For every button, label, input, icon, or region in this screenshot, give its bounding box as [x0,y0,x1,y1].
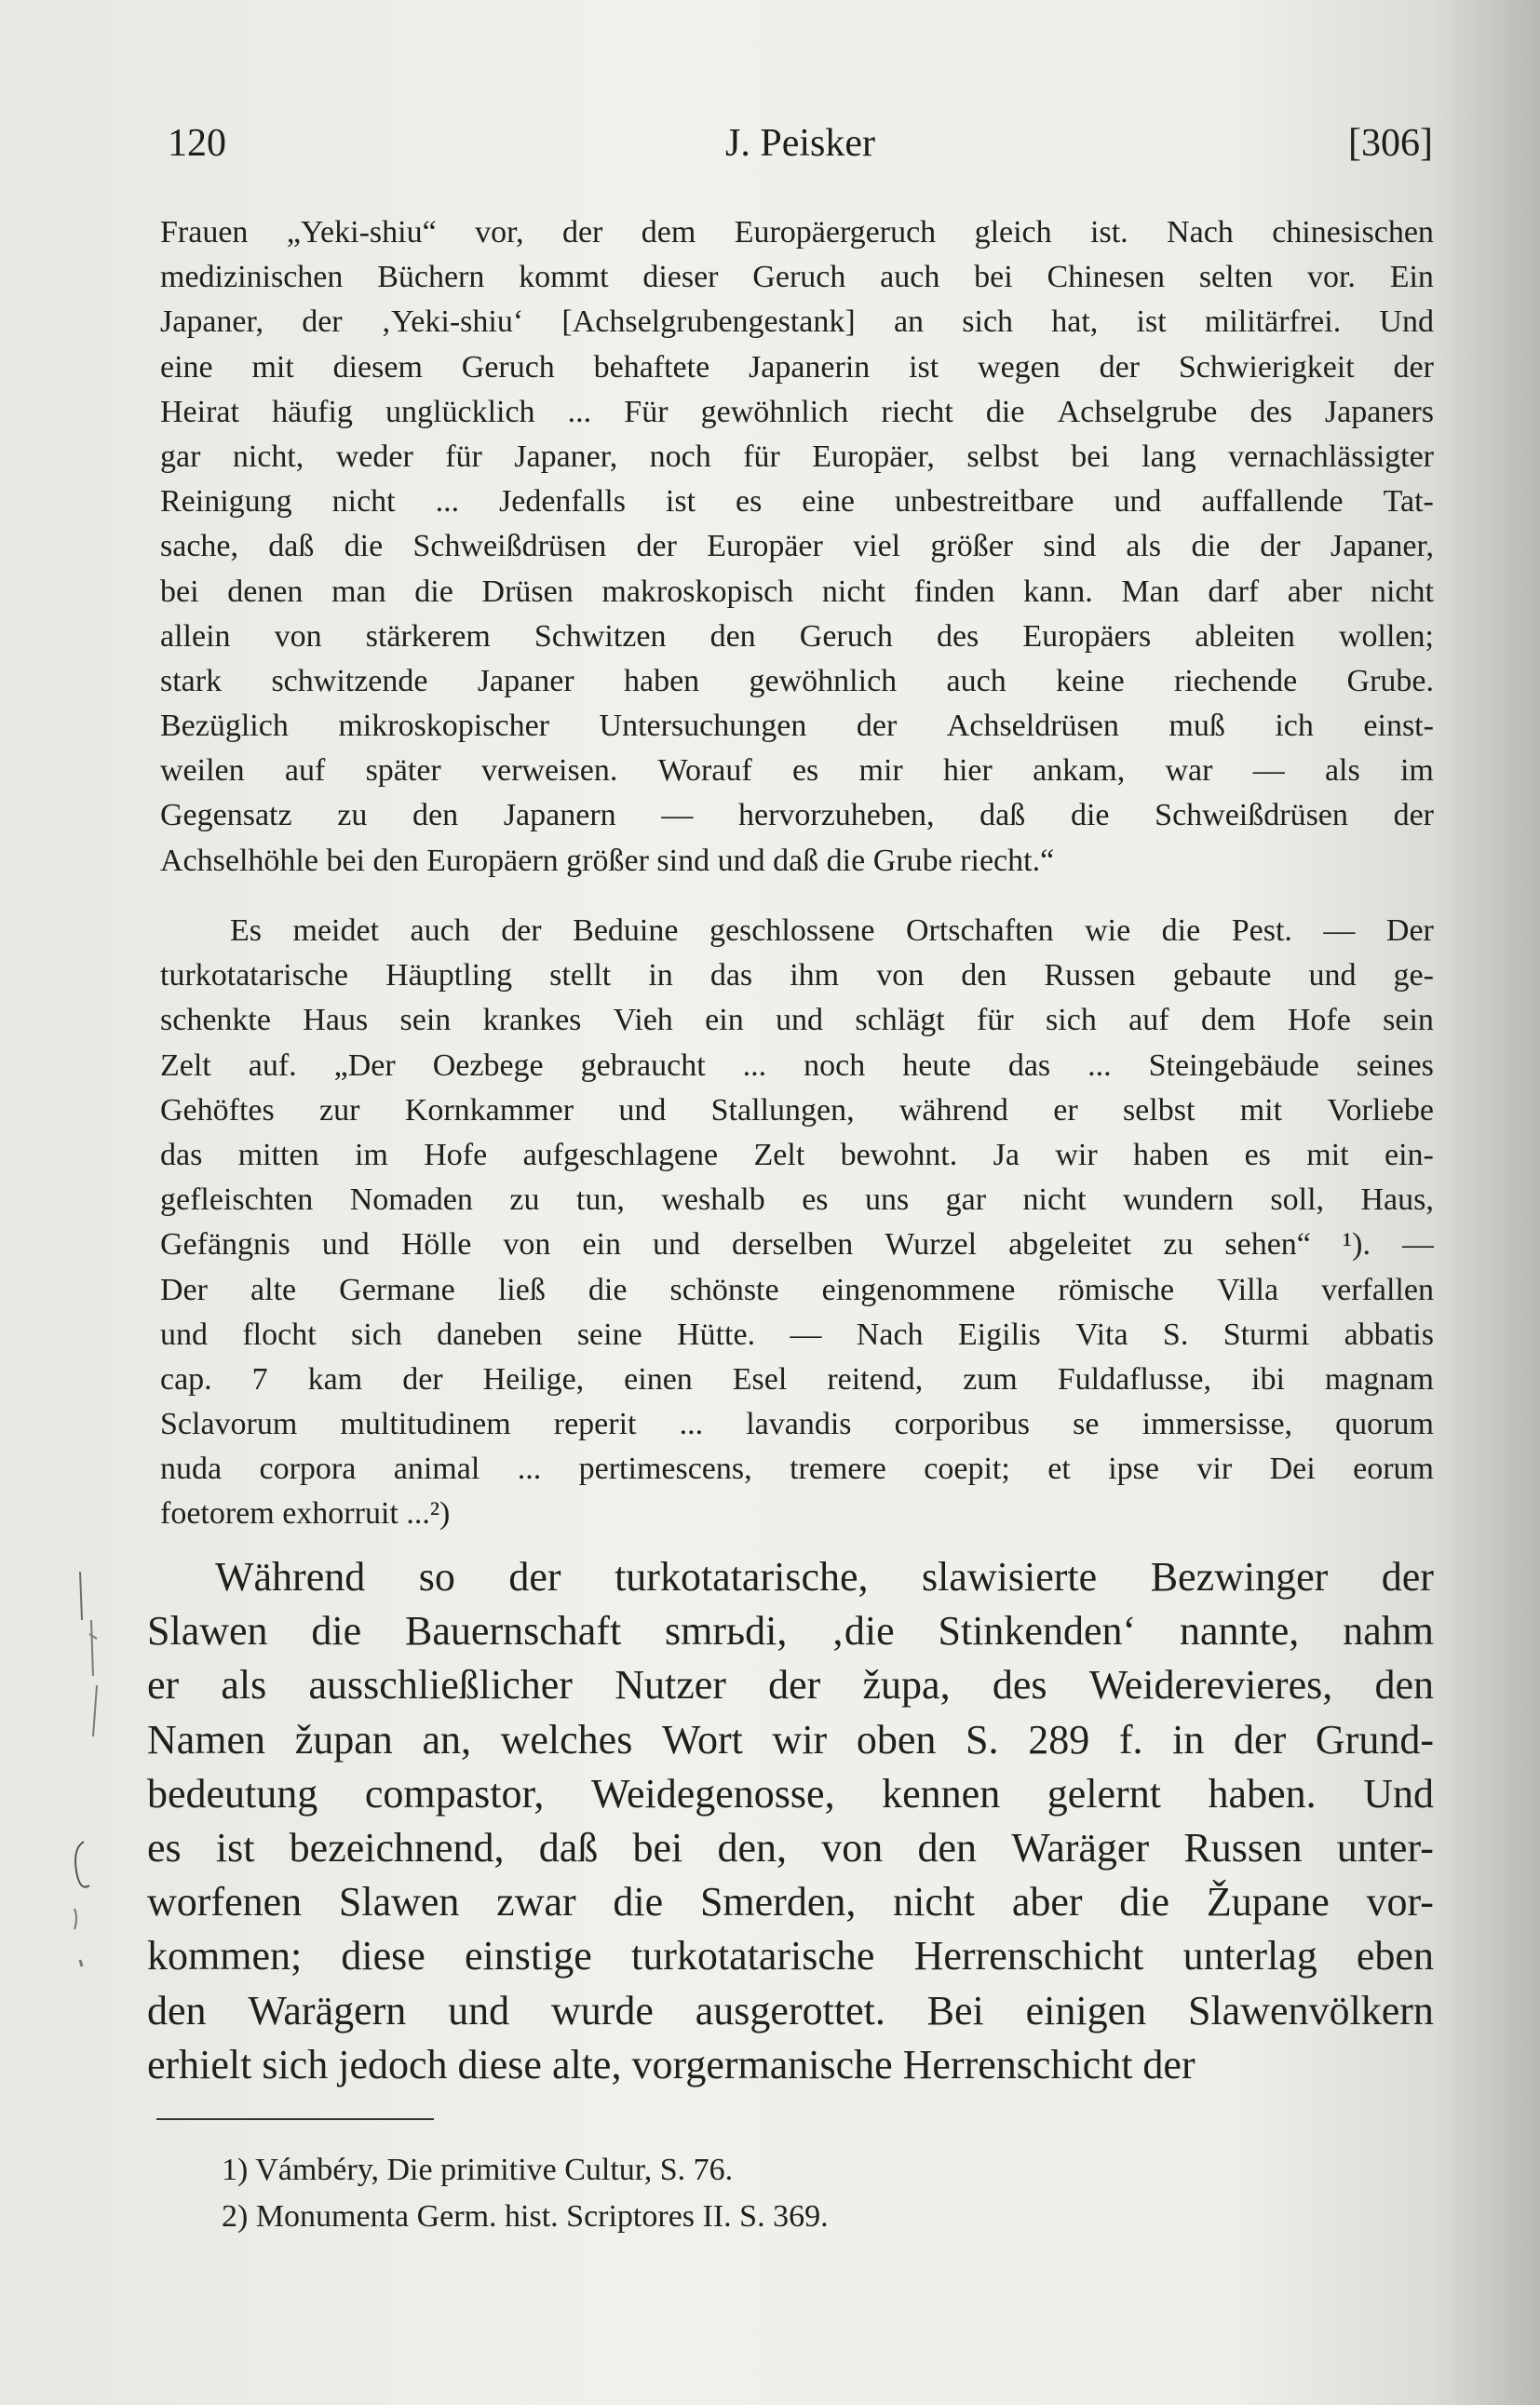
text-line: Während so der turkotatarische, slawisierte Bezwinger der [215,1554,1434,1600]
text-line: foetorem exhorruit ...²) [160,1496,451,1532]
running-header [168,121,1433,177]
text-line: Sclavorum multitudinem reperit ... lavandis corporibus se immersisse, quorum [160,1407,1434,1442]
text-line: kommen; diese einstige turkotatarische Herrenschicht unterlag eben [147,1933,1434,1979]
footnote-2: 2) Monumenta Germ. hist. Scriptores II. S. 369. [222,2199,829,2234]
text-line: Slawen die Bauernschaft smrьdi, ‚die Stinkenden‘ nannte, nahm [147,1608,1434,1655]
page-number: 120 [168,122,226,165]
text-line: gar nicht, weder für Japaner, noch für Europäer, selbst bei lang vernachlässigter [160,439,1434,474]
text-line: Gegensatz zu den Japanern — hervorzuheben, daß die Schweißdrüsen der [160,798,1434,833]
footnotes [222,2147,829,2240]
text-line: nuda corpora animal ... pertimescens, tremere coepit; et ipse vir Dei eorum [160,1452,1434,1487]
running-head-author: J. Peisker [725,122,875,165]
text-line: worfenen Slawen zwar die Smerden, nicht aber die Župane vor- [147,1879,1434,1925]
text-line: Reinigung nicht ... Jedenfalls ist es eine unbestreitbare und auffallende Tat- [160,484,1434,520]
text-line: schenkte Haus sein krankes Vieh ein und schlägt für sich auf dem Hofe sein [160,1003,1434,1038]
text-line: und flocht sich daneben seine Hütte. — Nach Eigilis Vita S. Sturmi abbatis [160,1317,1434,1352]
text-line: Namen župan an, welches Wort wir oben S. 289 f. in der Grund- [147,1716,1434,1763]
text-line: Zelt auf. „Der Oezbege gebraucht ... noch heute das ... Steingebäude seines [160,1047,1434,1083]
text-line: Frauen „Yeki-shiu“ vor, der dem Europäergeruch gleich ist. Nach chinesischen [160,215,1434,250]
text-line: Der alte Germane ließ die schönste eingenommene römische Villa verfallen [160,1272,1434,1307]
text-line: das mitten im Hofe aufgeschlagene Zelt bewohnt. Ja wir haben es mit ein- [160,1137,1434,1172]
text-line: Heirat häufig unglücklich ... Für gewöhnlich riecht die Achselgrube des Japaners [160,394,1434,429]
text-line: sache, daß die Schweißdrüsen der Europäer viel größer sind als die der Japaner, [160,529,1434,564]
footnote-1: 1) Vámbéry, Die primitive Cultur, S. 76. [222,2153,734,2187]
text-line: gefleischten Nomaden zu tun, weshalb es uns gar nicht wundern soll, Haus, [160,1182,1434,1218]
margin-pencil-marks [65,1564,112,1974]
text-line: medizinischen Büchern kommt dieser Geruch auch bei Chinesen selten vor. Ein [160,260,1434,295]
main-text-paragraph [147,1550,1434,2092]
text-line: eine mit diesem Geruch behaftete Japanerin ist wegen der Schwierigkeit der [160,349,1434,385]
text-line: weilen auf später verweisen. Worauf es mir hier ankam, war — als im [160,753,1434,789]
text-line: er als ausschließlicher Nutzer der župa, des Weiderevieres, den [147,1662,1434,1709]
text-line: turkotatarische Häuptling stellt in das ihm von den Russen gebaute und ge- [160,958,1434,993]
small-print-paragraph [160,909,1434,1537]
text-line: Gefängnis und Hölle von ein und derselben Wurzel abgeleitet zu sehen“ ¹). — [160,1227,1434,1263]
text-line: Bezüglich mikroskopischer Untersuchungen der Achseldrüsen muß ich einst- [160,709,1434,744]
text-line: Achselhöhle bei den Europäern größer sind und daß die Grube riecht.“ [160,843,1055,878]
footnote-separator [156,2118,434,2120]
quotation-paragraph [160,210,1434,884]
text-line: es ist bezeichnend, daß bei den, von den Waräger Russen unter- [147,1824,1434,1871]
text-line: stark schwitzende Japaner haben gewöhnlich auch keine riechende Grube. [160,663,1434,698]
text-line: Japaner, der ‚Yeki-shiu‘ [Achselgrubengestank] an sich hat, ist militärfrei. Und [160,304,1434,340]
text-line: cap. 7 kam der Heilige, einen Esel reitend, zum Fuldaflusse, ibi magnam [160,1361,1434,1397]
original-page-number: [306] [1348,122,1433,165]
text-line: Es meidet auch der Beduine geschlossene Ortschaften wie die Pest. — Der [230,913,1434,948]
text-line: allein von stärkerem Schwitzen den Geruch des Europäers ableiten wollen; [160,618,1434,654]
text-line: den Warägern und wurde ausgerottet. Bei einigen Slawenvölkern [147,1987,1434,2033]
text-line: Gehöftes zur Kornkammer und Stallungen, während er selbst mit Vorliebe [160,1092,1434,1128]
text-line: bei denen man die Drüsen makroskopisch nicht finden kann. Man darf aber nicht [160,574,1434,609]
text-line: erhielt sich jedoch diese alte, vorgermanische Herrenschicht der [147,2041,1196,2087]
text-line: bedeutung compastor, Weidegenosse, kennen gelernt haben. Und [147,1770,1434,1817]
